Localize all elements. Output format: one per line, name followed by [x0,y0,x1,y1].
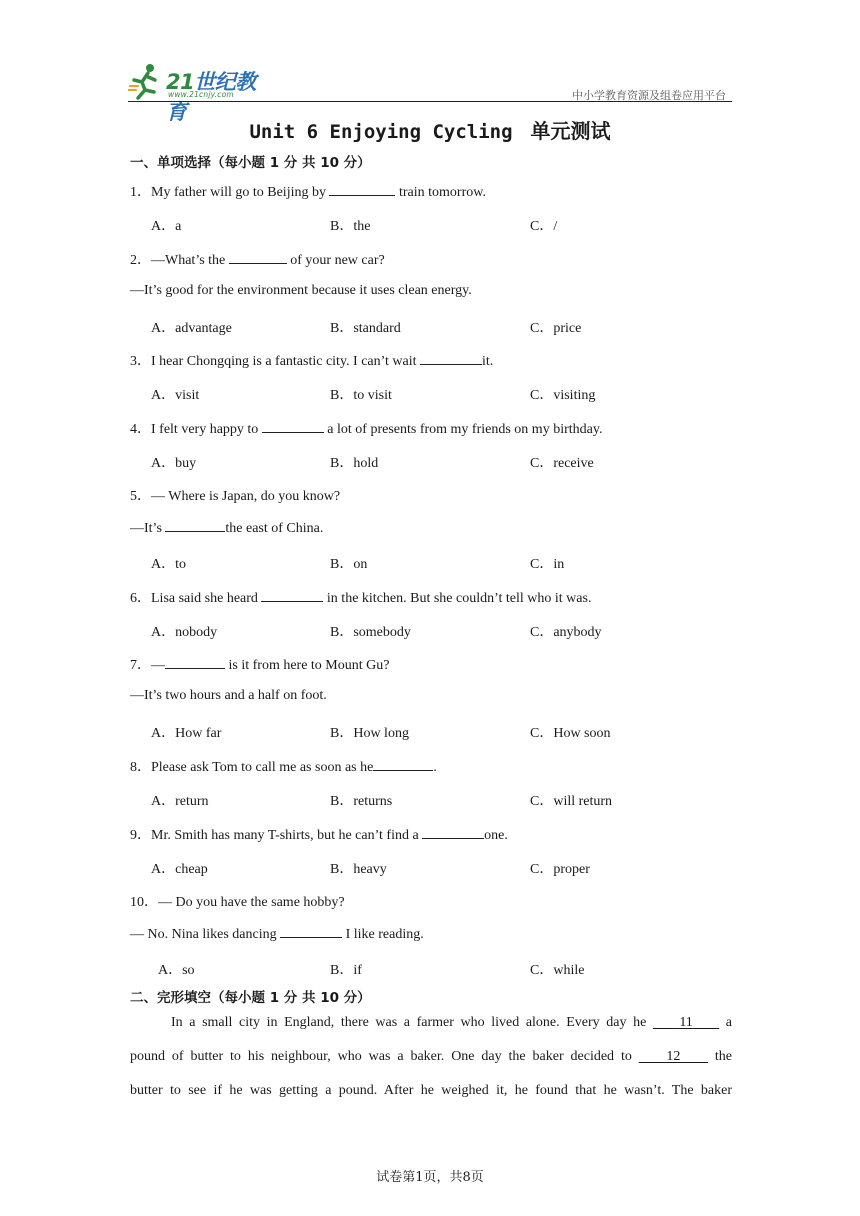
answer-blank [229,251,287,264]
question-2-reply: —It’s good for the environment because it uses clean energy. [130,283,472,298]
answer-blank [373,758,433,771]
logo-number: 21 [166,70,195,94]
option-a: A．so [158,963,195,978]
option-a: A．advantage [151,321,232,336]
question-2 [130,249,385,269]
question-text: a lot of presents from my friends on my birthday. [323,422,603,437]
answer-blank [422,826,484,839]
question-text: —It’s [130,521,166,536]
option-b: B．on [330,557,368,572]
option-c: C．in [530,557,565,572]
question-text: 7．— [130,658,165,673]
answer-blank [261,589,323,602]
logo-url: www.21cnjy.com [168,90,234,99]
logo-name: 世纪教育 [166,70,256,124]
blank-number: 11 [679,1015,693,1030]
header-divider [128,101,732,102]
question-text: the east of China. [225,521,324,536]
question-5: 5．— Where is Japan, do you know? [130,489,341,504]
question-text: — No. Nina likes dancing [130,927,281,942]
option-b: B．standard [330,321,401,336]
passage-text: pound of butter to his neighbour, who was a baker. One day the baker decided to [130,1049,639,1064]
option-b: B．somebody [330,625,411,640]
option-a: A．cheap [151,862,208,877]
option-a: A．visit [151,388,200,403]
option-a: A．buy [151,456,197,471]
option-c: C．while [530,963,585,978]
question-text: 4．I felt very happy to [130,422,262,437]
question-9 [130,824,508,844]
answer-blank [165,519,225,532]
question-text: 8．Please ask Tom to call me as soon as he [130,760,374,775]
question-text: of your new car? [286,253,385,268]
answer-blank [329,183,395,196]
question-7-reply: —It’s two hours and a half on foot. [130,688,327,703]
question-text: 3．I hear Chongqing is a fantastic city. I can’t wait [130,354,421,369]
answer-blank [165,656,225,669]
question-text: it. [482,354,494,369]
answer-blank [280,925,342,938]
option-c: C．How soon [530,726,611,741]
option-a: A．return [151,794,209,809]
passage-line-2 [130,1049,732,1065]
option-c: C．visiting [530,388,596,403]
question-text: I like reading. [342,927,424,942]
question-text: 1．My father will go to Beijing by [130,185,330,200]
option-b: B．if [330,963,362,978]
option-c: C．anybody [530,625,602,640]
page-title [0,115,860,144]
option-b: B．hold [330,456,379,471]
section-heading-cloze: 二、完形填空（每小题 1 分 共 10 分） [130,990,371,1006]
option-b: B．the [330,219,371,234]
passage-text: In a small city in England, there was a farmer who lived alone. Every day he [171,1015,653,1030]
blank-number: 12 [666,1049,681,1064]
option-b: B．heavy [330,862,387,877]
question-text: train tomorrow. [395,185,486,200]
header-tagline: 中小学教育资源及组卷应用平台 [572,89,726,102]
question-text: 2．—What’s the [130,253,229,268]
passage-line-3: butter to see if he was getting a pound. After he weighed it, he found that he wasn’t. The baker [130,1083,732,1098]
option-c: C．/ [530,219,558,234]
passage-text: a [719,1015,733,1030]
question-6 [130,587,591,607]
question-3 [130,350,493,370]
question-4 [130,418,602,438]
brand-logo [128,62,268,124]
answer-blank [262,420,324,433]
cloze-blank-12 [639,1049,708,1064]
option-b: B．to visit [330,388,392,403]
option-b: B．returns [330,794,393,809]
title-english: Unit 6 Enjoying Cycling [249,121,513,143]
question-text: one. [484,828,508,843]
runner-logo-icon [128,62,164,100]
option-b: B．How long [330,726,409,741]
question-text: in the kitchen. But she couldn’t tell who it was. [323,591,592,606]
question-8 [130,756,437,776]
cloze-blank-11 [653,1015,719,1030]
option-a: A．to [151,557,186,572]
option-a: A．nobody [151,625,218,640]
question-text: is it from here to Mount Gu? [225,658,390,673]
question-text: . [433,760,437,775]
page-footer: 试卷第1页，共8页 [376,1170,484,1185]
title-chinese: 单元测试 [530,119,611,143]
question-5-reply [130,519,323,537]
option-c: C．receive [530,456,594,471]
answer-blank [420,352,482,365]
question-10: 10．— Do you have the same hobby? [130,895,345,910]
question-1 [130,181,486,201]
passage-line-1 [130,1015,732,1031]
option-c: C．proper [530,862,590,877]
option-a: A．How far [151,726,222,741]
section-heading-multiple-choice: 一、单项选择（每小题 1 分 共 10 分） [130,155,371,171]
question-text: 9．Mr. Smith has many T-shirts, but he can’t find a [130,828,423,843]
option-c: C．price [530,321,582,336]
option-c: C．will return [530,794,613,809]
page-header [128,62,732,124]
passage-text: the [708,1049,733,1064]
question-text: 6．Lisa said she heard [130,591,262,606]
question-7 [130,654,389,674]
question-10-reply [130,925,424,943]
option-a: A．a [151,219,182,234]
